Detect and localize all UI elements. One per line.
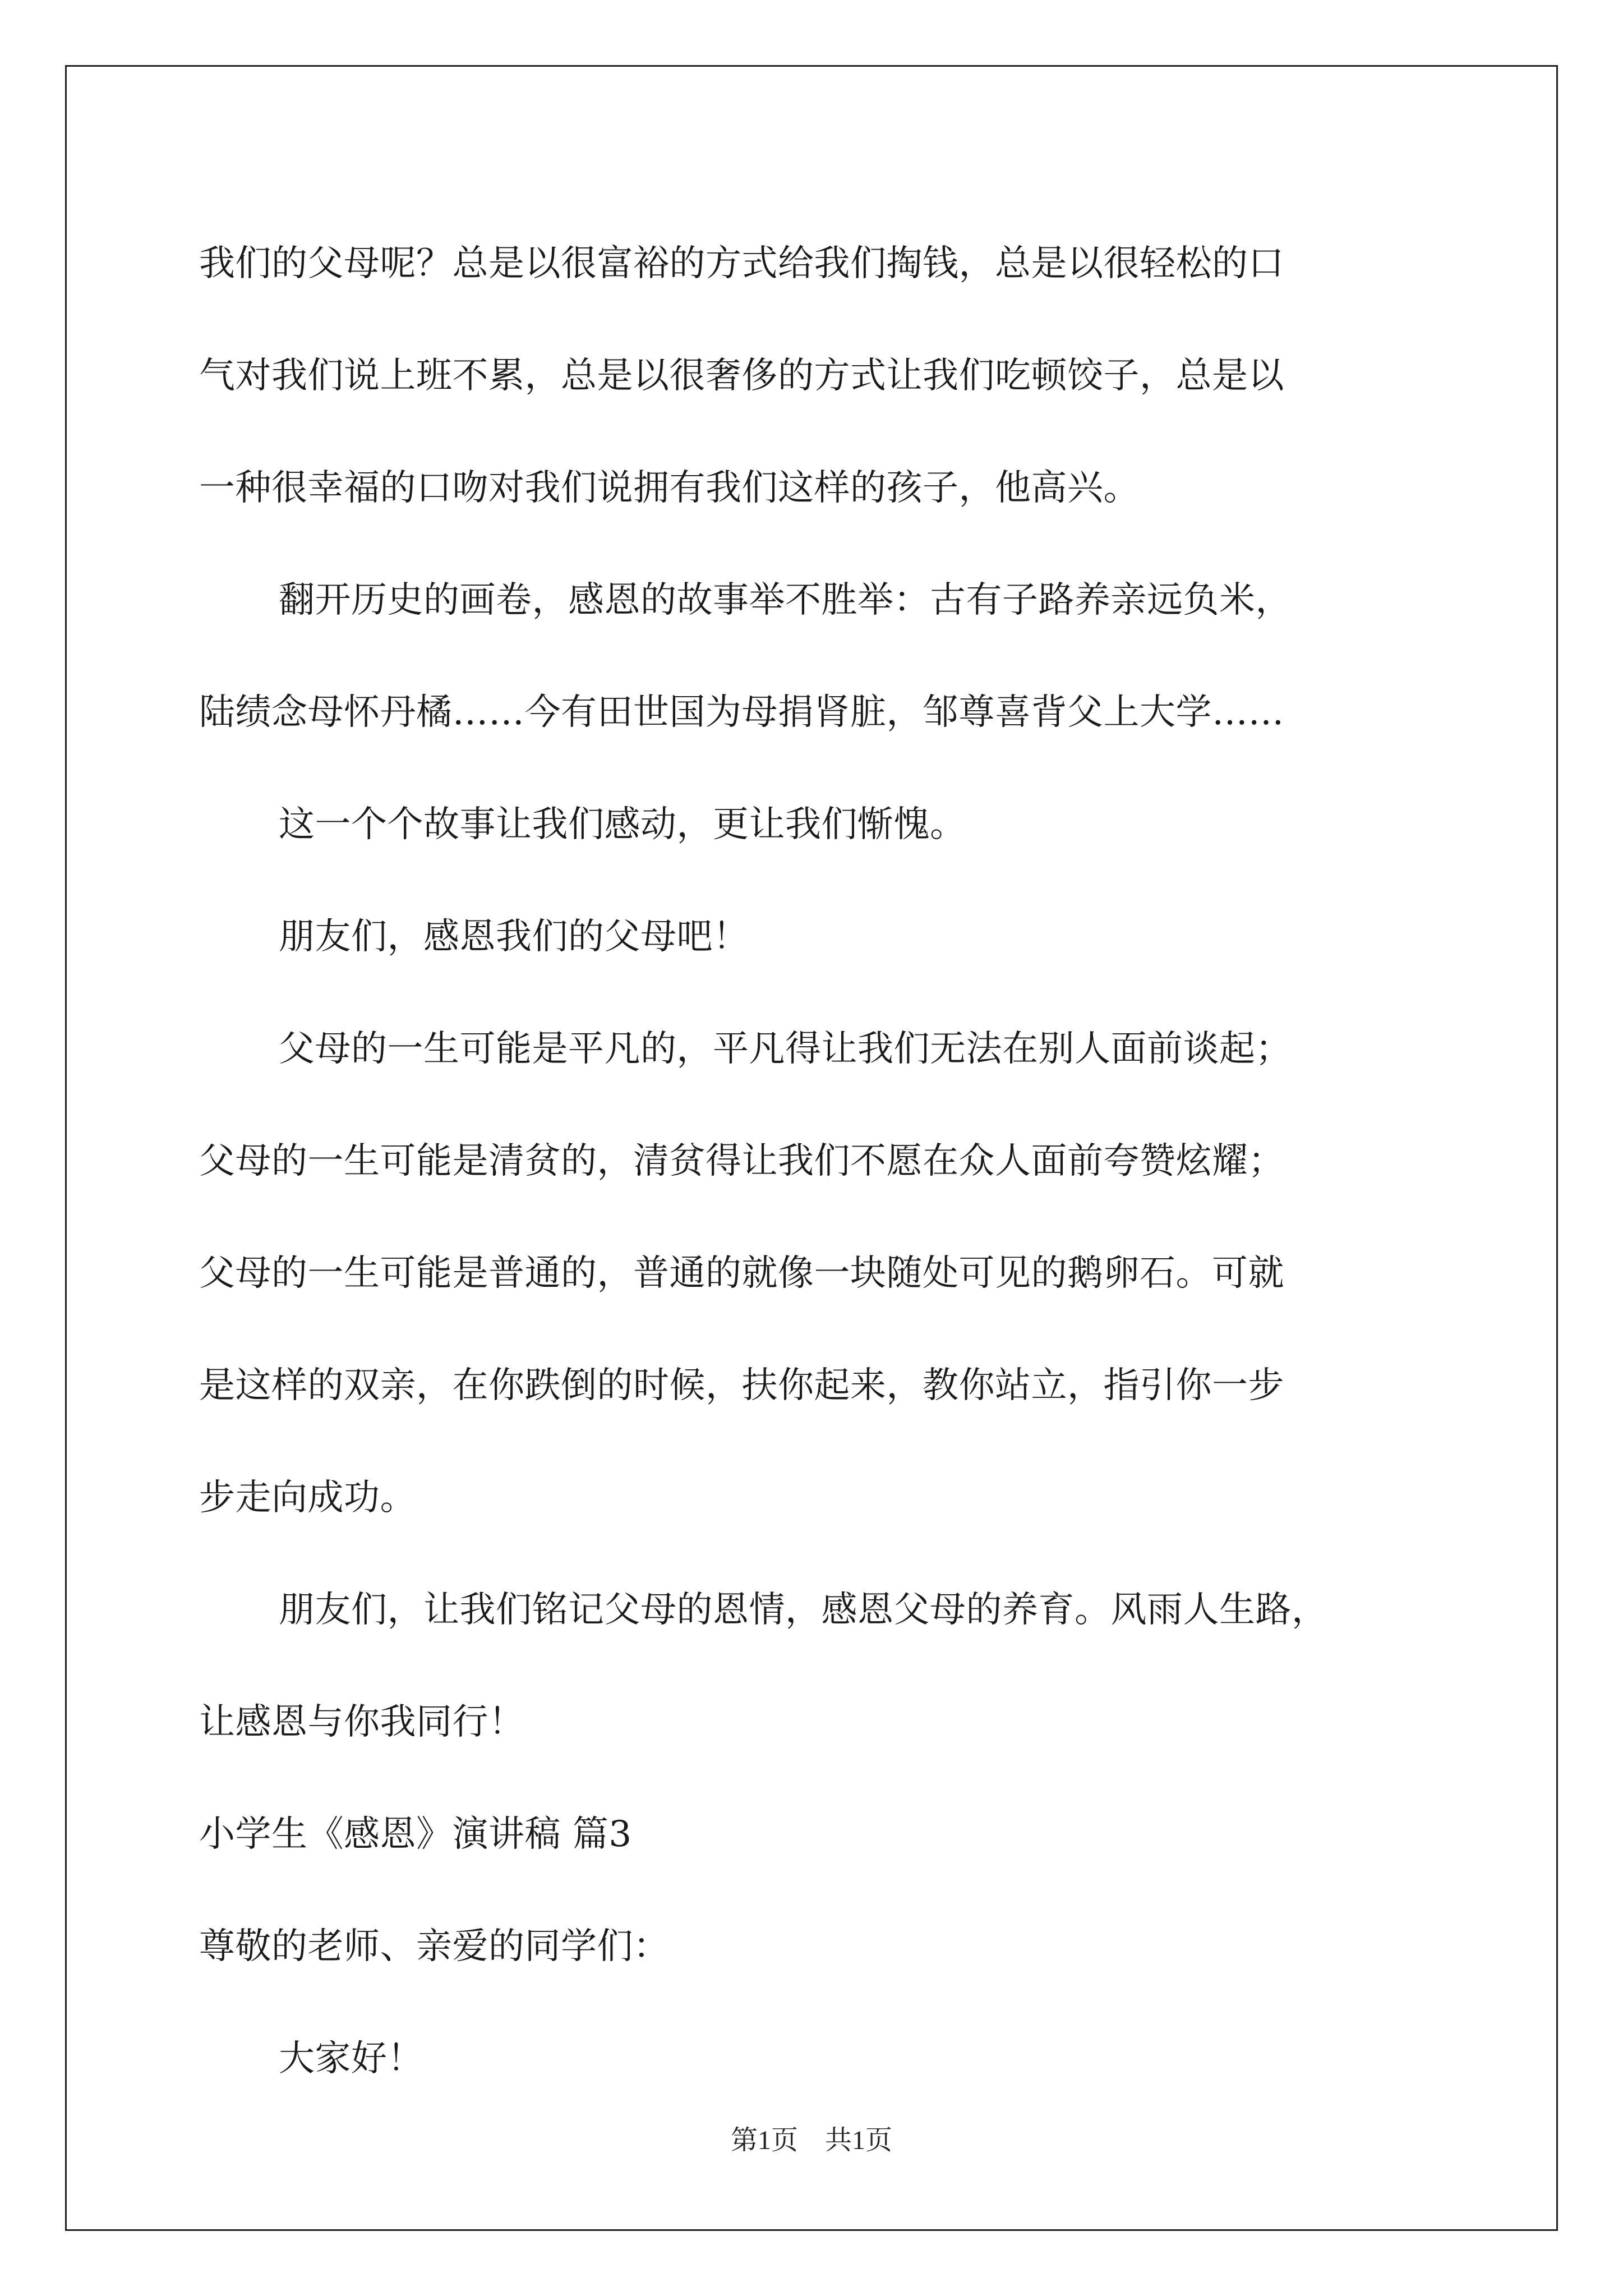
text-line: 我们的父母呢？总是以很富裕的方式给我们掏钱，总是以很轻松的口 [199, 243, 1284, 284]
text-line: 父母的一生可能是平凡的，平凡得让我们无法在别人面前谈起； [279, 1028, 1292, 1070]
page-footer: 第1页 共1页 [730, 2125, 892, 2155]
document-body [199, 208, 1489, 2115]
text-line: 朋友们，感恩我们的父母吧！ [279, 916, 749, 958]
text-line: 是这样的双亲，在你跌倒的时候，扶你起来，教你站立，指引你一步 [199, 1365, 1284, 1406]
section-heading: 小学生《感恩》演讲稿 篇3 [199, 1814, 632, 1855]
text-line: 步走向成功。 [199, 1477, 416, 1519]
text-line: 气对我们说上班不累，总是以很奢侈的方式让我们吃顿饺子，总是以 [199, 355, 1284, 397]
text-line: 父母的一生可能是清贫的，清贫得让我们不愿在众人面前夸赞炫耀； [199, 1140, 1284, 1182]
text-line: 父母的一生可能是普通的，普通的就像一块随处可见的鹅卵石。可就 [199, 1253, 1284, 1294]
salutation: 尊敬的老师、亲爱的同学们： [199, 1926, 670, 1967]
text-line: 陆绩念母怀丹橘……今有田世国为母捐肾脏，邹尊喜背父上大学…… [199, 692, 1284, 733]
text-line: 朋友们，让我们铭记父母的恩情，感恩父母的养育。风雨人生路， [279, 1589, 1328, 1631]
text-line: 让感恩与你我同行！ [199, 1701, 525, 1743]
greeting: 大家好！ [279, 2038, 423, 2079]
text-line: 这一个个故事让我们感动，更让我们惭愧。 [279, 804, 966, 845]
text-line: 一种很幸福的口吻对我们说拥有我们这样的孩子，他高兴。 [199, 467, 1140, 509]
text-line: 翻开历史的画卷，感恩的故事举不胜举：古有子路养亲远负米， [279, 579, 1292, 621]
